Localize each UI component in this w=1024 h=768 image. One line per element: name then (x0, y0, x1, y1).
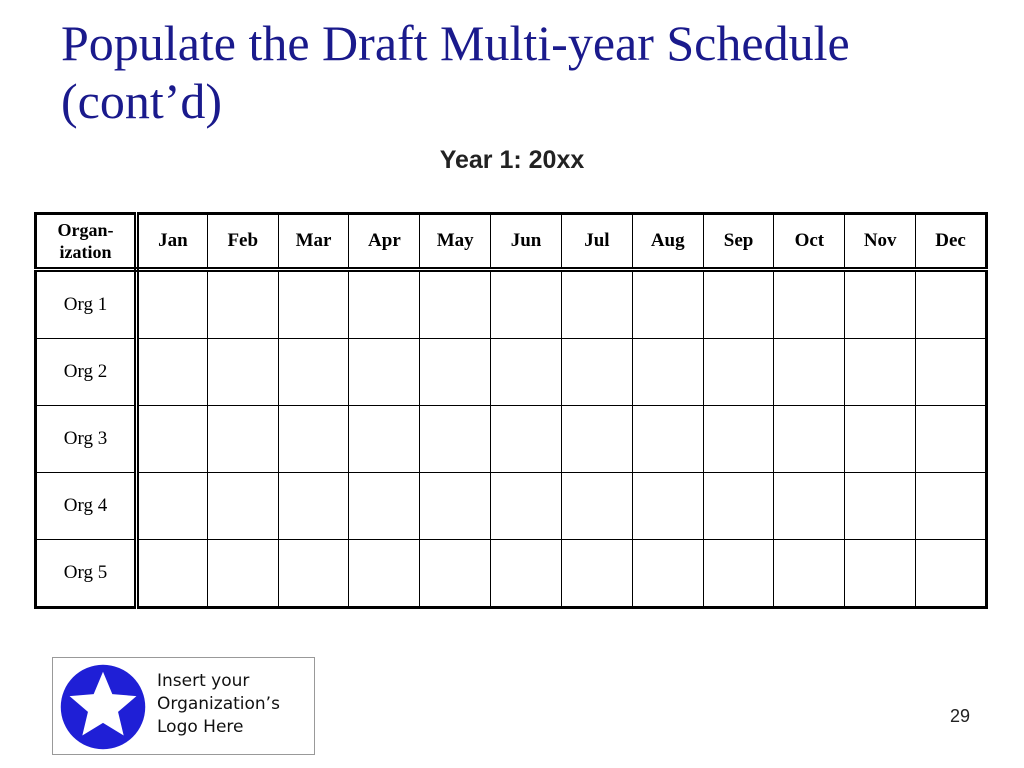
star-icon (59, 663, 147, 751)
schedule-cell-feb[interactable] (207, 339, 278, 406)
schedule-body (36, 270, 987, 608)
schedule-cell-jan[interactable] (137, 270, 208, 339)
schedule-cell-sep[interactable] (703, 270, 774, 339)
schedule-cell-sep[interactable] (703, 406, 774, 473)
schedule-cell-apr[interactable] (349, 270, 420, 339)
schedule-cell-apr[interactable] (349, 473, 420, 540)
slide-title: Populate the Draft Multi-year Schedule (cont’d) (61, 15, 850, 129)
logo-line-2: Organization’s (157, 694, 280, 714)
org-name-cell: Org 5 (36, 540, 137, 608)
schedule-cell-dec[interactable] (916, 339, 987, 406)
schedule-cell-nov[interactable] (845, 270, 916, 339)
schedule-cell-nov[interactable] (845, 406, 916, 473)
schedule-cell-feb[interactable] (207, 406, 278, 473)
schedule-cell-jun[interactable] (491, 270, 562, 339)
month-header-oct: Oct (774, 214, 845, 270)
org-row (36, 406, 987, 473)
schedule-cell-jun[interactable] (491, 540, 562, 608)
month-header-jul: Jul (561, 214, 632, 270)
org-name-cell: Org 1 (36, 270, 137, 339)
schedule-cell-oct[interactable] (774, 473, 845, 540)
org-row (36, 473, 987, 540)
org-name-cell: Org 3 (36, 406, 137, 473)
schedule-cell-jul[interactable] (561, 473, 632, 540)
month-header-sep: Sep (703, 214, 774, 270)
logo-line-1: Insert your (157, 671, 250, 691)
schedule-cell-mar[interactable] (278, 540, 349, 608)
schedule-cell-aug[interactable] (632, 339, 703, 406)
month-header-aug: Aug (632, 214, 703, 270)
org-name-cell: Org 2 (36, 339, 137, 406)
month-header-jun: Jun (491, 214, 562, 270)
schedule-cell-nov[interactable] (845, 540, 916, 608)
schedule-cell-oct[interactable] (774, 406, 845, 473)
schedule-cell-jun[interactable] (491, 339, 562, 406)
logo-line-3: Logo Here (157, 717, 244, 737)
schedule-cell-apr[interactable] (349, 406, 420, 473)
schedule-cell-feb[interactable] (207, 540, 278, 608)
schedule-cell-jul[interactable] (561, 270, 632, 339)
schedule-cell-mar[interactable] (278, 406, 349, 473)
org-name-cell: Org 4 (36, 473, 137, 540)
schedule-cell-aug[interactable] (632, 473, 703, 540)
schedule-cell-may[interactable] (420, 270, 491, 339)
schedule-cell-apr[interactable] (349, 540, 420, 608)
schedule-cell-nov[interactable] (845, 473, 916, 540)
schedule-cell-oct[interactable] (774, 339, 845, 406)
schedule-cell-jun[interactable] (491, 406, 562, 473)
schedule-cell-oct[interactable] (774, 270, 845, 339)
logo-placeholder (52, 657, 315, 755)
schedule-cell-sep[interactable] (703, 540, 774, 608)
schedule-cell-jan[interactable] (137, 339, 208, 406)
year-subtitle: Year 1: 20xx (439, 146, 585, 174)
month-header-may: May (420, 214, 491, 270)
schedule-cell-mar[interactable] (278, 339, 349, 406)
page-number: 29 (949, 706, 970, 726)
schedule-cell-aug[interactable] (632, 406, 703, 473)
schedule-cell-may[interactable] (420, 473, 491, 540)
schedule-cell-dec[interactable] (916, 406, 987, 473)
logo-caption (157, 670, 312, 739)
schedule-cell-oct[interactable] (774, 540, 845, 608)
schedule-cell-aug[interactable] (632, 270, 703, 339)
org-row (36, 270, 987, 339)
month-header-jan: Jan (137, 214, 208, 270)
month-header-dec: Dec (916, 214, 987, 270)
schedule-cell-sep[interactable] (703, 339, 774, 406)
schedule-cell-may[interactable] (420, 406, 491, 473)
schedule-cell-dec[interactable] (916, 473, 987, 540)
schedule-cell-apr[interactable] (349, 339, 420, 406)
month-header-feb: Feb (207, 214, 278, 270)
schedule-cell-feb[interactable] (207, 270, 278, 339)
org-row (36, 339, 987, 406)
schedule-cell-mar[interactable] (278, 270, 349, 339)
schedule-cell-jan[interactable] (137, 540, 208, 608)
schedule-cell-sep[interactable] (703, 473, 774, 540)
schedule-table (34, 212, 988, 609)
schedule-cell-jul[interactable] (561, 406, 632, 473)
month-header-apr: Apr (349, 214, 420, 270)
schedule-cell-jun[interactable] (491, 473, 562, 540)
header-row (36, 214, 987, 270)
month-header-nov: Nov (845, 214, 916, 270)
schedule-cell-may[interactable] (420, 339, 491, 406)
schedule-cell-aug[interactable] (632, 540, 703, 608)
organization-column-header (36, 214, 137, 270)
schedule-cell-jul[interactable] (561, 339, 632, 406)
schedule-cell-feb[interactable] (207, 473, 278, 540)
schedule-cell-jan[interactable] (137, 406, 208, 473)
schedule-cell-mar[interactable] (278, 473, 349, 540)
schedule-cell-dec[interactable] (916, 540, 987, 608)
schedule-cell-may[interactable] (420, 540, 491, 608)
org-header-line-2: ization (59, 242, 112, 262)
org-row (36, 540, 987, 608)
schedule-cell-jan[interactable] (137, 473, 208, 540)
schedule-cell-nov[interactable] (845, 339, 916, 406)
month-header-mar: Mar (278, 214, 349, 270)
schedule-cell-dec[interactable] (916, 270, 987, 339)
org-header-line-1: Organ- (57, 220, 114, 240)
schedule-cell-jul[interactable] (561, 540, 632, 608)
